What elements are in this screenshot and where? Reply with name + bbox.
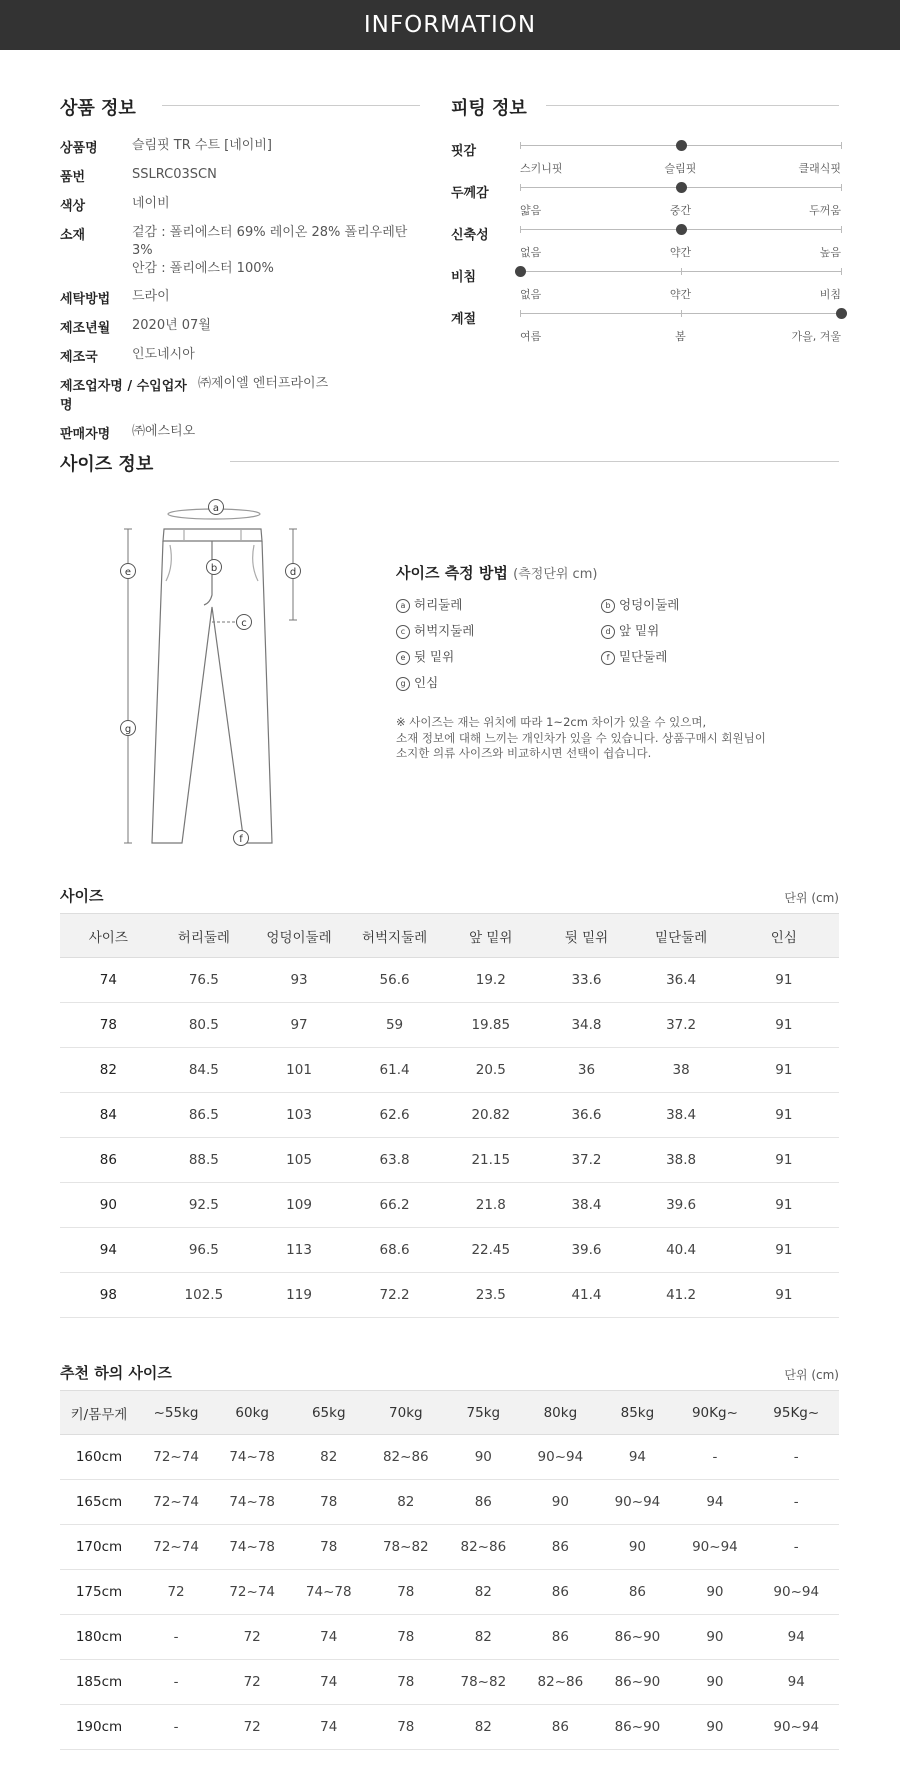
rec-table-cell: - [138, 1615, 214, 1660]
rec-table-row [60, 1660, 839, 1705]
rec-table-cell: 90 [522, 1480, 598, 1525]
svg-text:e: e [124, 567, 132, 578]
fit-option: 약간 [669, 246, 692, 259]
fit-tick [520, 310, 521, 317]
rec-table-cell: - [138, 1705, 214, 1750]
product-value: 슬림핏 TR 수트 [네이비] [132, 138, 272, 153]
rec-table-cell: 86 [444, 1480, 522, 1525]
size-table-row [60, 1228, 839, 1273]
product-label: 판매자명 [60, 427, 111, 442]
rec-table-header-cell: ~55kg [138, 1391, 214, 1435]
measure-title [396, 562, 856, 583]
fit-option: 봄 [675, 330, 686, 343]
rec-table-cell: 82~86 [444, 1525, 522, 1570]
size-table-cell: 41.2 [634, 1273, 729, 1318]
product-row-maker [60, 375, 420, 413]
product-value: 2020년 07월 [132, 318, 211, 333]
size-table-cell: 38.4 [634, 1093, 729, 1138]
size-table-row [60, 1003, 839, 1048]
rec-table-cell: 72 [214, 1705, 290, 1750]
product-label: 색상 [60, 199, 86, 214]
fit-selected-dot [676, 182, 687, 193]
size-table-cell: 33.6 [539, 958, 633, 1003]
size-table-cell: 74 [60, 958, 157, 1003]
rec-table-row [60, 1705, 839, 1750]
measure-item-f: f 밑단둘레 [601, 647, 806, 665]
size-table-cell: 22.45 [442, 1228, 539, 1273]
rec-table-cell: 72~74 [138, 1480, 214, 1525]
diagram-marker-g [121, 721, 136, 736]
measure-item-e: e 뒷 밑위 [396, 647, 601, 665]
size-table-row [60, 1138, 839, 1183]
fit-scale-line [520, 145, 841, 175]
fit-selected-dot [676, 140, 687, 151]
rec-table-cell: 74 [290, 1660, 367, 1705]
rec-table-cell: 72 [214, 1615, 290, 1660]
fit-tick [681, 310, 682, 317]
size-table-cell: 38.4 [539, 1183, 633, 1228]
product-info-rule [162, 105, 420, 106]
fit-row [451, 308, 841, 350]
svg-text:f: f [239, 834, 243, 845]
header-title: INFORMATION [363, 12, 537, 38]
size-table-cell: 20.82 [442, 1093, 539, 1138]
size-table-cell: 88.5 [157, 1138, 251, 1183]
header-bar [0, 0, 900, 50]
size-table-cell: 101 [251, 1048, 347, 1093]
size-table-header-cell: 엉덩이둘레 [251, 914, 347, 958]
rec-table-cell: 165cm [60, 1480, 138, 1525]
fit-tick [841, 268, 842, 275]
size-table-cell: 84 [60, 1093, 157, 1138]
rec-table-cell: 175cm [60, 1570, 138, 1615]
svg-text:a: a [212, 503, 220, 514]
product-label: 제조국 [60, 350, 98, 365]
size-table-cell: 23.5 [442, 1273, 539, 1318]
size-table-cell: 109 [251, 1183, 347, 1228]
size-table-cell: 61.4 [347, 1048, 442, 1093]
rec-table-unit: 단위 (cm) [784, 1368, 839, 1382]
rec-table-cell: 82 [444, 1615, 522, 1660]
size-table-cell: 86 [60, 1138, 157, 1183]
product-value: 인도네시아 [132, 347, 195, 362]
rec-table-cell: 90 [598, 1525, 676, 1570]
size-table-row [60, 1273, 839, 1318]
product-value: 드라이 [132, 289, 170, 304]
rec-table-header-cell: 75kg [444, 1391, 522, 1435]
size-table-cell: 113 [251, 1228, 347, 1273]
rec-table-cell: 90~94 [676, 1525, 753, 1570]
fit-row [451, 266, 841, 308]
fit-row [451, 224, 841, 266]
rec-table-cell: 94 [676, 1480, 753, 1525]
measure-method [396, 562, 856, 762]
size-table-cell: 84.5 [157, 1048, 251, 1093]
measure-item-c: c 허벅지둘레 [396, 621, 601, 639]
size-table-cell: 59 [347, 1003, 442, 1048]
size-table-header [60, 885, 839, 906]
size-table-cell: 82 [60, 1048, 157, 1093]
rec-table-cell: 86~90 [598, 1660, 676, 1705]
fit-label: 핏감 [451, 144, 477, 159]
fit-option: 비침 [819, 288, 841, 301]
size-table-cell: 39.6 [634, 1183, 729, 1228]
rec-table-row [60, 1525, 839, 1570]
rec-table-cell: 86~90 [598, 1705, 676, 1750]
size-table-unit: 단위 (cm) [784, 891, 839, 905]
rec-table-cell: 90~94 [753, 1570, 839, 1615]
rec-table-cell: - [753, 1435, 839, 1480]
size-table-cell: 38 [634, 1048, 729, 1093]
rec-table-cell: 86 [522, 1525, 598, 1570]
size-table-cell: 39.6 [539, 1228, 633, 1273]
product-row-color [60, 195, 420, 214]
rec-table-header-cell: 60kg [214, 1391, 290, 1435]
product-label: 제조년월 [60, 321, 111, 336]
fit-option: 두꺼움 [809, 204, 841, 217]
size-table-cell: 36 [539, 1048, 633, 1093]
rec-table-cell: 90 [444, 1435, 522, 1480]
size-table-cell: 93 [251, 958, 347, 1003]
product-label: 제조업자명 / 수입업자명 [60, 379, 187, 413]
rec-table-cell: 90~94 [598, 1480, 676, 1525]
fitting-info-title: 피팅 정보 [451, 98, 527, 119]
size-table-row [60, 1183, 839, 1228]
recommend-table [60, 1390, 839, 1750]
size-table-cell: 91 [729, 1273, 839, 1318]
product-label: 품번 [60, 170, 86, 185]
rec-table-cell: 94 [598, 1435, 676, 1480]
fit-tick [681, 268, 682, 275]
diagram-marker-f [234, 831, 249, 846]
size-table-cell: 86.5 [157, 1093, 251, 1138]
fit-selected-dot [515, 266, 526, 277]
product-value: 네이비 [132, 196, 170, 211]
rec-table-cell: 74~78 [214, 1480, 290, 1525]
size-table-cell: 96.5 [157, 1228, 251, 1273]
rec-table-cell: 90 [676, 1615, 753, 1660]
rec-table-header [60, 1362, 839, 1383]
size-table-header-cell: 앞 밑위 [442, 914, 539, 958]
fit-label: 두께감 [451, 186, 489, 201]
rec-table-row [60, 1435, 839, 1480]
fit-selected-dot [676, 224, 687, 235]
fit-option: 없음 [520, 246, 542, 259]
rec-table-row [60, 1615, 839, 1660]
fit-scale-line [520, 229, 841, 259]
rec-table-cell: 86 [598, 1570, 676, 1615]
size-table [60, 913, 839, 1318]
rec-table-cell: 78~82 [367, 1525, 444, 1570]
diagram-marker-d [286, 564, 301, 579]
size-table-header-cell: 허벅지둘레 [347, 914, 442, 958]
rec-table-row [60, 1480, 839, 1525]
product-info-list [60, 137, 420, 452]
size-table-cell: 78 [60, 1003, 157, 1048]
size-table-cell: 91 [729, 1183, 839, 1228]
rec-table-cell: 86~90 [598, 1615, 676, 1660]
rec-table-cell: 78 [290, 1525, 367, 1570]
measure-item-a: a 허리둘레 [396, 595, 601, 613]
size-table-cell: 91 [729, 1093, 839, 1138]
rec-table-cell: 78 [367, 1570, 444, 1615]
fit-selected-dot [836, 308, 847, 319]
size-table-cell: 19.85 [442, 1003, 539, 1048]
size-table-cell: 62.6 [347, 1093, 442, 1138]
rec-table-header-cell: 95Kg~ [753, 1391, 839, 1435]
pants-diagram [110, 495, 320, 850]
product-label: 상품명 [60, 141, 98, 156]
fit-row [451, 140, 841, 182]
rec-table-cell: 78 [367, 1660, 444, 1705]
rec-table-cell: 160cm [60, 1435, 138, 1480]
fit-option: 높음 [819, 246, 841, 259]
rec-table-header-cell: 85kg [598, 1391, 676, 1435]
rec-table-cell: 94 [753, 1660, 839, 1705]
svg-text:d: d [289, 567, 297, 578]
size-table-title: 사이즈 [60, 887, 104, 905]
size-table-header-cell: 허리둘레 [157, 914, 251, 958]
measure-note: ※ 사이즈는 재는 위치에 따라 1~2cm 차이가 있을 수 있으며, 소재 정보에 대해 느끼는 개인차가 있을 수 있습니다. 상품구매시 회원님이 소지한 의류 사이즈와 비교하시면 선택이 쉽습니다. [396, 715, 766, 760]
rec-table-cell: - [753, 1480, 839, 1525]
size-table-cell: 20.5 [442, 1048, 539, 1093]
size-table-cell: 103 [251, 1093, 347, 1138]
size-table-header-cell: 밑단둘레 [634, 914, 729, 958]
rec-table-cell: 90 [676, 1705, 753, 1750]
fit-option: 없음 [520, 288, 542, 301]
rec-table-cell: 82 [444, 1570, 522, 1615]
rec-table-cell: 74 [290, 1615, 367, 1660]
diagram-marker-b [207, 560, 222, 575]
rec-table-header-cell: 70kg [367, 1391, 444, 1435]
rec-table-cell: 78 [367, 1615, 444, 1660]
fitting-info-rule [546, 105, 839, 106]
product-value: 겉감 : 폴리에스터 69% 레이온 28% 폴리우레탄 3% [132, 225, 408, 258]
product-row-date [60, 317, 420, 336]
product-label: 세탁방법 [60, 292, 111, 307]
rec-table-cell: 86 [522, 1615, 598, 1660]
measure-item-g: g 인심 [396, 673, 601, 691]
fit-option: 슬림핏 [664, 162, 697, 175]
fit-scale-line [520, 271, 841, 301]
rec-table-cell: 82 [290, 1435, 367, 1480]
svg-text:c: c [241, 618, 247, 629]
rec-table-header-cell: 90Kg~ [676, 1391, 753, 1435]
size-table-cell: 91 [729, 1228, 839, 1273]
rec-table-header-cell: 65kg [290, 1391, 367, 1435]
rec-table-cell: 185cm [60, 1660, 138, 1705]
size-table-cell: 94 [60, 1228, 157, 1273]
size-table-row [60, 1048, 839, 1093]
rec-table-cell: - [676, 1435, 753, 1480]
rec-table-cell: - [138, 1660, 214, 1705]
rec-table-title: 추천 하의 사이즈 [60, 1364, 172, 1382]
rec-table-header-cell: 키/몸무게 [60, 1391, 138, 1435]
product-row-wash [60, 288, 420, 307]
fit-option: 약간 [669, 288, 692, 301]
rec-table-cell: 180cm [60, 1615, 138, 1660]
diagram-marker-a [209, 500, 224, 515]
rec-table-cell: 72~74 [138, 1435, 214, 1480]
size-table-cell: 34.8 [539, 1003, 633, 1048]
rec-table-cell: 86 [522, 1570, 598, 1615]
size-table-cell: 91 [729, 1138, 839, 1183]
size-table-header-cell: 뒷 밑위 [539, 914, 633, 958]
product-info-title: 상품 정보 [60, 98, 136, 119]
size-table-cell: 98 [60, 1273, 157, 1318]
rec-table-cell: 94 [753, 1615, 839, 1660]
rec-table-cell: 90~94 [522, 1435, 598, 1480]
size-table-cell: 80.5 [157, 1003, 251, 1048]
product-value: SSLRC03SCN [132, 167, 217, 182]
size-table-cell: 56.6 [347, 958, 442, 1003]
product-label: 소재 [60, 228, 86, 243]
fit-option: 얇음 [520, 204, 542, 217]
measure-item-d: d 앞 밑위 [601, 621, 806, 639]
measure-unit: (측정단위 cm) [513, 567, 598, 582]
rec-table-cell: 90~94 [753, 1705, 839, 1750]
size-table-cell: 63.8 [347, 1138, 442, 1183]
rec-table-cell: 72~74 [138, 1525, 214, 1570]
measure-title-text: 사이즈 측정 방법 [396, 564, 508, 582]
size-table-header-cell: 인심 [729, 914, 839, 958]
size-table-cell: 97 [251, 1003, 347, 1048]
rec-table-cell: 78 [290, 1480, 367, 1525]
product-row-seller [60, 423, 420, 442]
diagram-marker-e [121, 564, 136, 579]
rec-table-cell: 82 [444, 1705, 522, 1750]
size-table-cell: 91 [729, 958, 839, 1003]
rec-table-cell: 78~82 [444, 1660, 522, 1705]
product-row-name [60, 137, 420, 156]
rec-table-cell: 170cm [60, 1525, 138, 1570]
rec-table-header-cell: 80kg [522, 1391, 598, 1435]
rec-table-cell: 72 [214, 1660, 290, 1705]
fit-tick [841, 142, 842, 149]
rec-table-cell: 74 [290, 1705, 367, 1750]
fitting-scales [451, 140, 841, 350]
measure-items [396, 595, 856, 691]
product-value: ㈜제이엘 엔터프라이즈 [198, 376, 329, 391]
fit-tick [841, 226, 842, 233]
fit-scale-line [520, 313, 841, 343]
product-row-country [60, 346, 420, 365]
fit-scale-line [520, 187, 841, 217]
product-row-material [60, 224, 420, 278]
fit-tick [520, 184, 521, 191]
fit-tick [841, 184, 842, 191]
rec-table-cell: 82 [367, 1480, 444, 1525]
size-table-cell: 38.8 [634, 1138, 729, 1183]
fit-option: 가을, 겨울 [791, 330, 841, 343]
size-table-cell: 105 [251, 1138, 347, 1183]
size-table-cell: 119 [251, 1273, 347, 1318]
size-table-cell: 91 [729, 1003, 839, 1048]
size-table-row [60, 1093, 839, 1138]
size-table-cell: 40.4 [634, 1228, 729, 1273]
rec-table-cell: 74~78 [290, 1570, 367, 1615]
size-table-cell: 92.5 [157, 1183, 251, 1228]
size-table-cell: 90 [60, 1183, 157, 1228]
size-table-cell: 21.15 [442, 1138, 539, 1183]
size-table-cell: 21.8 [442, 1183, 539, 1228]
size-table-cell: 91 [729, 1048, 839, 1093]
rec-table-cell: 78 [367, 1705, 444, 1750]
size-table-cell: 72.2 [347, 1273, 442, 1318]
rec-table-cell: 86 [522, 1705, 598, 1750]
size-table-header-cell: 사이즈 [60, 914, 157, 958]
product-value: ㈜에스티오 [132, 424, 196, 439]
size-table-cell: 102.5 [157, 1273, 251, 1318]
size-info-title: 사이즈 정보 [60, 454, 154, 475]
rec-table-cell: 90 [676, 1660, 753, 1705]
size-table-cell: 68.6 [347, 1228, 442, 1273]
size-table-cell: 19.2 [442, 958, 539, 1003]
rec-table-cell: - [753, 1525, 839, 1570]
size-table-cell: 36.4 [634, 958, 729, 1003]
fit-label: 계절 [451, 312, 477, 327]
fit-row [451, 182, 841, 224]
size-info-rule [230, 461, 839, 462]
size-table-cell: 41.4 [539, 1273, 633, 1318]
fit-option: 클래식핏 [798, 162, 841, 175]
size-table-row [60, 958, 839, 1003]
rec-table-row [60, 1570, 839, 1615]
product-value-lining: 안감 : 폴리에스터 100% [132, 261, 274, 276]
measure-item-b: b 엉덩이둘레 [601, 595, 806, 613]
rec-table-cell: 190cm [60, 1705, 138, 1750]
fit-option: 중간 [669, 204, 692, 217]
size-table-cell: 36.6 [539, 1093, 633, 1138]
fit-label: 비침 [451, 270, 477, 285]
svg-text:g: g [124, 724, 132, 735]
size-table-cell: 37.2 [539, 1138, 633, 1183]
fit-label: 신축성 [451, 228, 489, 243]
fit-option: 스키니핏 [520, 162, 563, 175]
size-table-cell: 76.5 [157, 958, 251, 1003]
rec-table-cell: 82~86 [522, 1660, 598, 1705]
rec-table-cell: 72 [138, 1570, 214, 1615]
diagram-marker-c [237, 615, 252, 630]
rec-table-cell: 74~78 [214, 1435, 290, 1480]
fit-tick [520, 142, 521, 149]
product-row-code [60, 166, 420, 185]
rec-table-cell: 82~86 [367, 1435, 444, 1480]
fit-tick [520, 226, 521, 233]
size-table-cell: 37.2 [634, 1003, 729, 1048]
rec-table-cell: 72~74 [214, 1570, 290, 1615]
rec-table-cell: 74~78 [214, 1525, 290, 1570]
size-table-cell: 66.2 [347, 1183, 442, 1228]
fit-option: 여름 [520, 330, 542, 343]
svg-text:b: b [210, 563, 218, 574]
rec-table-cell: 90 [676, 1570, 753, 1615]
